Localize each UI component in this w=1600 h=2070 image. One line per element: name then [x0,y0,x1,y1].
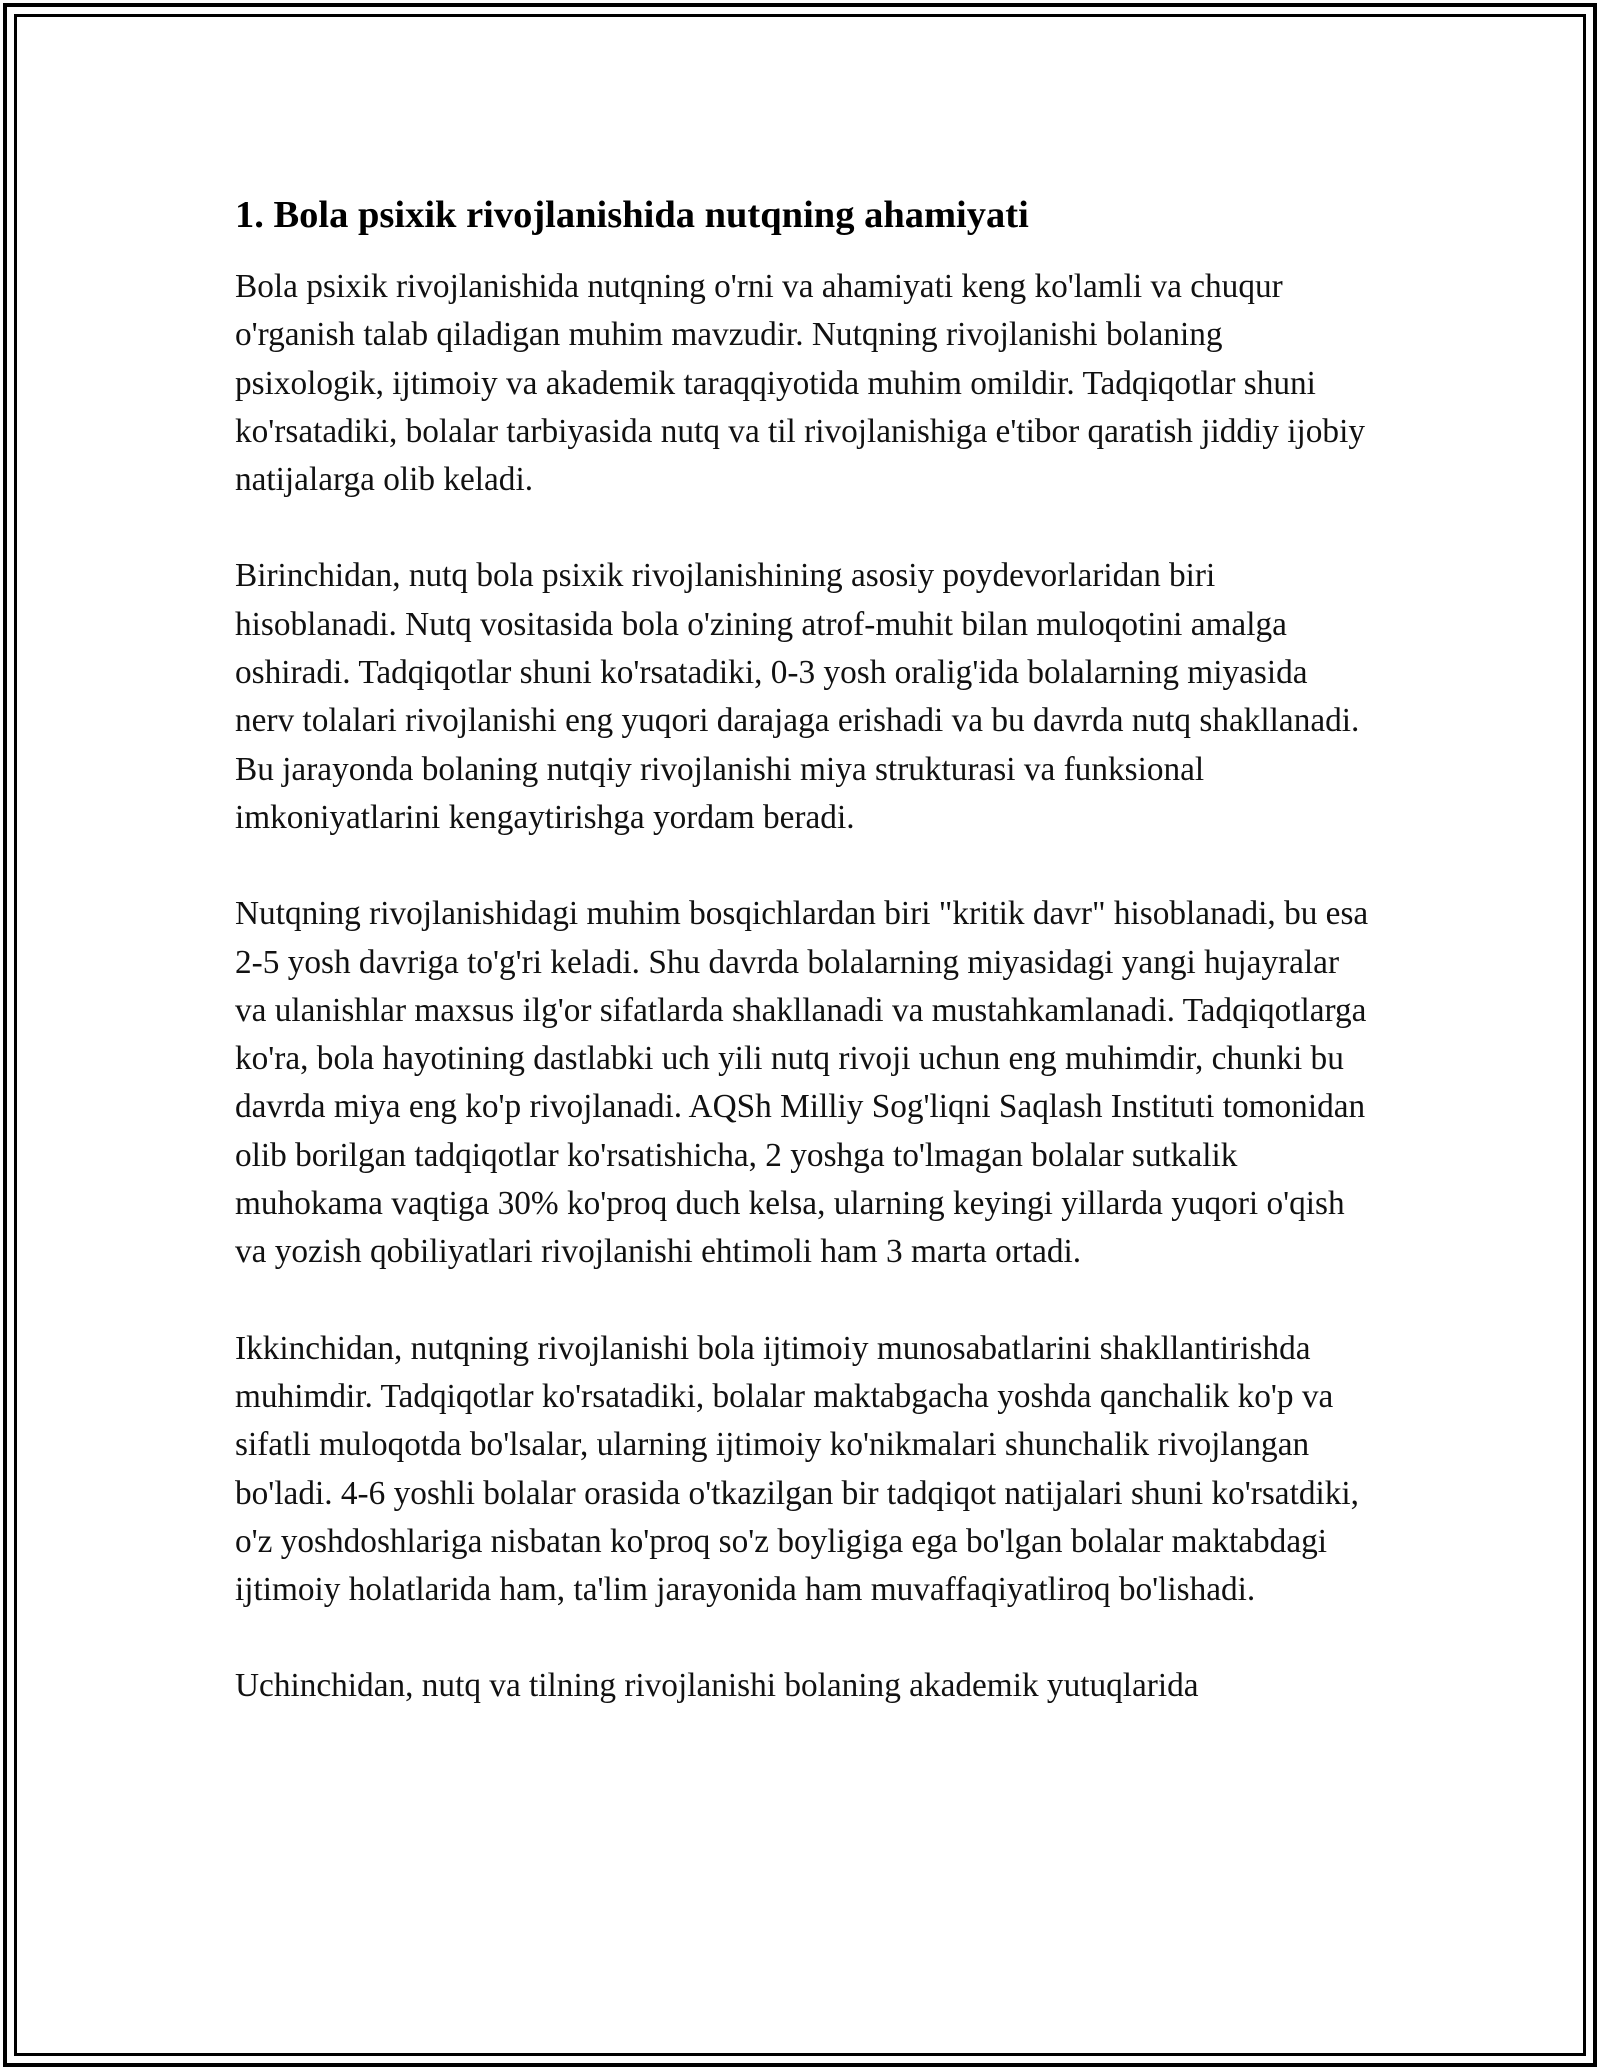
spacer [235,1614,1370,1662]
paragraph-2: Birinchidan, nutq bola psixik rivojlanishining asosiy poydevorlaridan biri hisoblanadi. Nutq vositasida bola o'zining atrof-muhit bilan muloqotini amalga oshiradi. Tadqiqotlar shuni ko'rsatadiki, 0-3 yosh oralig'ida bolalarning miyasida nerv tolalari rivojlanishi eng yuqori darajaga erishadi va bu davrda nutq shakllanadi. Bu jarayonda bolaning nutqiy rivojlanishi miya strukturasi va funksional imkoniyatlarini kengaytirishga yordam beradi. [235,557,1360,836]
paragraph-4: Ikkinchidan, nutqning rivojlanishi bola ijtimoiy munosabatlarini shakllantirishda muhimdir. Tadqiqotlar ko'rsatadiki, bolalar maktabgacha yoshda qanchalik ko'p va sifatli muloqotda bo'lsalar, ularning ijtimoiy ko'nikmalari shunchalik rivojlangan bo'ladi. 4-6 yoshli bolalar orasida o'tkazilgan bir tadqiqot natijalari shuni ko'rsatdiki, o'z yoshdoshlariga nisbatan ko'proq so'z boyligiga ega bo'lgan bolalar maktabdagi ijtimoiy holatlarida ham, ta'lim jarayonida ham muvaffaqiyatliroq bo'lishadi. [235,1329,1359,1609]
paragraph-5: Uchinchidan, nutq va tilning rivojlanishi bolaning akademik yutuqlarida [235,1667,1199,1705]
document-body [235,186,1370,1711]
paragraph-1: Bola psixik rivojlanishida nutqning o'rni va ahamiyati keng ko'lamli va chuqur o'rganish talab qiladigan muhim mavzudir. Nutqning rivojlanishi bolaning psixologik, ijtimoiy va akademik taraqqiyotida muhim omildir. Tadqiqotlar shuni ko'rsatadiki, bolalar tarbiyasida nutq va til rivojlanishiga e'tibor qaratish jiddiy ijobiy natijalarga olib keladi. [235,268,1365,499]
spacer [235,244,1370,263]
paragraph-3: Nutqning rivojlanishidagi muhim bosqichlardan biri "kritik davr" hisoblanadi, bu esa 2-5 yosh davriga to'g'ri keladi. Shu davrda bolalarning miyasidagi yangi hujayralar va ulanishlar maxsus ilg'or sifatlarda shakllanadi va mustahkamlanadi. Tadqiqotlarga ko'ra, bola hayotining dastlabki uch yili nutq rivoji uchun eng muhimdir, chunki bu davrda miya eng ko'p rivojlanadi. AQSh Milliy Sog'liqni Saqlash Instituti tomonidan olib borilgan tadqiqotlar ko'rsatishicha, 2 yoshga to'lmagan bolalar sutkalik muhokama vaqtiga 30% ko'proq duch kelsa, ularning keyingi yillarda yuqori o'qish va yozish qobiliyatlari rivojlanishi ehtimoli ham 3 marta ortadi. [235,895,1369,1271]
spacer [235,1277,1370,1325]
spacer [235,504,1370,552]
spacer [235,842,1370,890]
section-heading: 1. Bola psixik rivojlanishida nutqning ahamiyati [235,194,1029,236]
